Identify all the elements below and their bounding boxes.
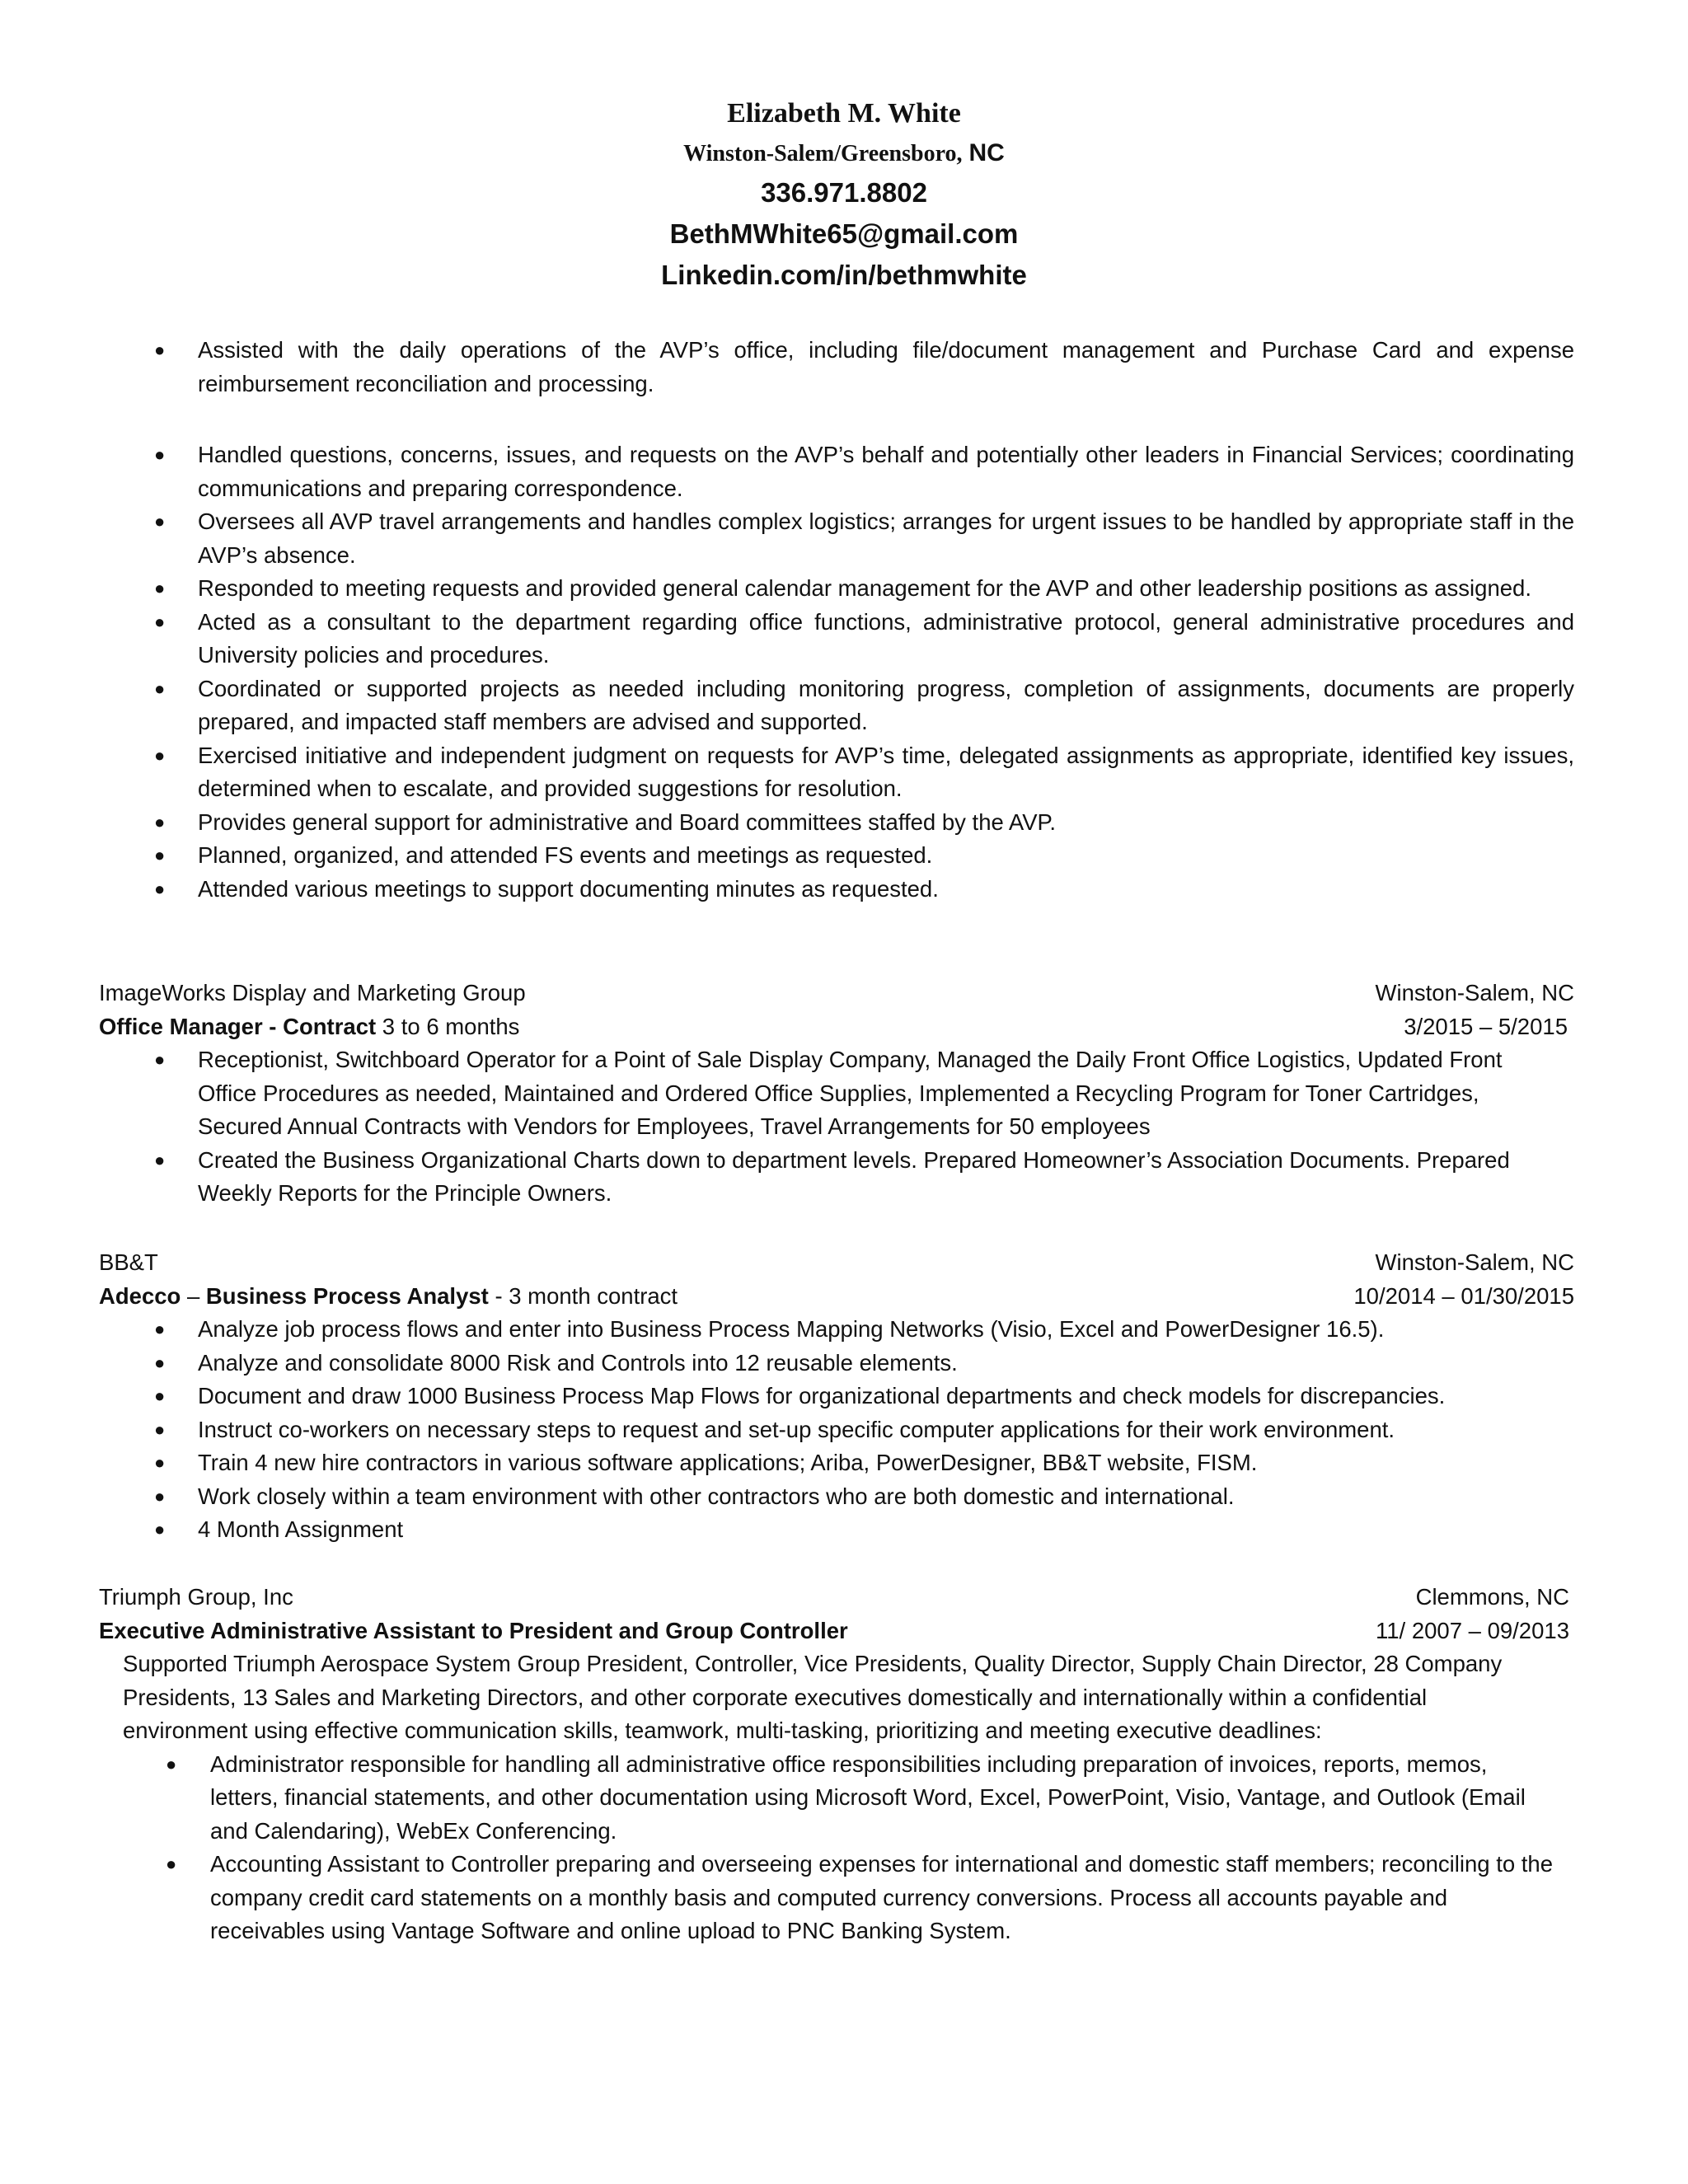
bullet-icon: ● bbox=[166, 1753, 177, 1774]
list-item: ● Work closely within a team environment with other contractors who are both domestic and international. bbox=[99, 1480, 1574, 1514]
company-name: ImageWorks Display and Marketing Group bbox=[99, 980, 526, 1005]
job-dates: 10/2014 – 01/30/2015 bbox=[1353, 1282, 1574, 1309]
job-dates: 3/2015 – 5/2015 bbox=[1404, 1013, 1568, 1039]
list-item: ● 4 Month Assignment bbox=[99, 1513, 1574, 1547]
list-item: ● Provides general support for administrative and Board committees staffed by the AVP. bbox=[99, 806, 1574, 840]
job-title: Office Manager - Contract 3 to 6 months bbox=[99, 1013, 520, 1039]
job-location: Winston-Salem, NC bbox=[1375, 1249, 1574, 1275]
bullet-icon: ● bbox=[154, 677, 166, 699]
job-bbt bbox=[99, 1246, 1574, 1547]
bullet-icon: ● bbox=[154, 340, 166, 360]
list-item: ● Handled questions, concerns, issues, and requests on the AVP’s behalf and potentially other leaders in Financial Services; coordinating communications and preparing correspondence. bbox=[99, 438, 1574, 505]
job-company-row bbox=[99, 1246, 1574, 1280]
linkedin-url: Linkedin.com/in/bethmwhite bbox=[661, 260, 1027, 290]
job-company-row bbox=[99, 977, 1574, 1010]
list-item: ● Document and draw 1000 Business Process Map Flows for organizational departments and check models for discrepancies. bbox=[99, 1380, 1574, 1413]
bullet-icon: ● bbox=[154, 744, 166, 766]
candidate-location bbox=[0, 135, 1688, 172]
job-company-row bbox=[99, 1581, 1569, 1615]
bullet-icon: ● bbox=[154, 1352, 166, 1373]
list-item: ● Administrator responsible for handling all administrative office responsibilities including preparation of invoices, reports, memos, letters, financial statements, and other documentation using Microsoft Word, Excel, PowerPoint, Visio, Vantage, and Outlook (Email and Calendaring), WebEx Conferencing. bbox=[99, 1748, 1558, 1849]
resume-header bbox=[0, 92, 1688, 296]
job-location: Winston-Salem, NC bbox=[1375, 980, 1574, 1005]
job-title: Executive Administrative Assistant to President and Group Controller bbox=[99, 1617, 848, 1643]
list-item: ● Created the Business Organizational Charts down to department levels. Prepared Homeowner’s Association Documents. Prepared Weekly Reports for the Principle Owners. bbox=[99, 1144, 1554, 1211]
avp-duties-block bbox=[99, 334, 1574, 906]
job-title-row bbox=[99, 1280, 1574, 1314]
job-title-row bbox=[99, 1615, 1569, 1648]
bullet-icon: ● bbox=[154, 1149, 166, 1170]
bullet-icon: ● bbox=[154, 578, 166, 598]
bullet-icon: ● bbox=[154, 1485, 166, 1507]
job-triumph bbox=[99, 1581, 1574, 1948]
job-imageworks bbox=[99, 977, 1574, 1211]
list-item: ● Acted as a consultant to the department regarding office functions, administrative protocol, general administrative procedures and University policies and procedures. bbox=[99, 606, 1574, 673]
list-item: ● Analyze and consolidate 8000 Risk and Controls into 12 reusable elements. bbox=[99, 1347, 1574, 1380]
company-name: BB&T bbox=[99, 1249, 158, 1275]
list-item: ● Train 4 new hire contractors in various software applications; Ariba, PowerDesigner, BB&T website, FISM. bbox=[99, 1446, 1574, 1480]
list-item: ● Receptionist, Switchboard Operator for a Point of Sale Display Company, Managed the Daily Front Office Logistics, Updated Front Office Procedures as needed, Maintained and Ordered Office Supplies, Implemented a Recycling Program for Toner Cartridges, Secured Annual Contracts with Vendors for Employees, Travel Arrangements for 50 employees bbox=[99, 1043, 1554, 1144]
list-item: ● Oversees all AVP travel arrangements and handles complex logistics; arranges for urgent issues to be handled by appropriate staff in the AVP’s absence. bbox=[99, 505, 1574, 572]
job-title-row bbox=[99, 1010, 1574, 1044]
bullet-icon: ● bbox=[166, 1854, 177, 1874]
job-summary: Supported Triumph Aerospace System Group President, Controller, Vice Presidents, Quality Director, Supply Chain Director, 28 Company Presidents, 13 Sales and Marketing Directors, and other corporate executives domestically and internationally within a confidential environment using effective communication skills, teamwork, multi-tasking, prioritizing and meeting executive deadlines: bbox=[123, 1651, 1503, 1743]
bullet-icon: ● bbox=[154, 1385, 166, 1406]
phone-number: 336.971.8802 bbox=[761, 177, 927, 208]
state-text: NC bbox=[968, 139, 1005, 166]
city-text: Winston-Salem/Greensboro, bbox=[683, 141, 963, 166]
bullet-icon: ● bbox=[154, 611, 166, 632]
bullet-icon: ● bbox=[154, 845, 166, 865]
email-address: BethMWhite65@gmail.com bbox=[669, 218, 1019, 249]
list-item: ● Assisted with the daily operations of the AVP’s office, including file/document management and Purchase Card and expense reimbursement reconciliation and processing. bbox=[99, 334, 1574, 401]
bullet-icon: ● bbox=[154, 1519, 166, 1540]
list-item: ● Planned, organized, and attended FS events and meetings as requested. bbox=[99, 839, 1574, 873]
list-item: ● Attended various meetings to support documenting minutes as requested. bbox=[99, 873, 1574, 907]
bullet-icon: ● bbox=[154, 811, 166, 832]
list-item: ● Coordinated or supported projects as needed including monitoring progress, completion of assignments, documents are properly prepared, and impacted staff members are advised and supported. bbox=[99, 673, 1574, 739]
bullet-icon: ● bbox=[154, 1452, 166, 1473]
bullet-icon: ● bbox=[154, 1418, 166, 1440]
job-location: Clemmons, NC bbox=[1415, 1584, 1569, 1610]
company-name: Triumph Group, Inc bbox=[99, 1584, 293, 1610]
list-item: ● Analyze job process flows and enter into Business Process Mapping Networks (Visio, Excel and PowerDesigner 16.5). bbox=[99, 1313, 1574, 1347]
job-dates: 11/ 2007 – 09/2013 bbox=[1376, 1617, 1569, 1643]
list-item: ● Exercised initiative and independent judgment on requests for AVP’s time, delegated assignments as appropriate, identified key issues, determined when to escalate, and provided suggestions for resolution. bbox=[99, 739, 1574, 806]
bullet-icon: ● bbox=[154, 444, 166, 465]
job-title: Adecco – Business Process Analyst - 3 month contract bbox=[99, 1282, 678, 1309]
list-item: ● Accounting Assistant to Controller preparing and overseeing expenses for international and domestic staff members; reconciling to the company credit card statements on a monthly basis and computed currency conversions. Process all accounts payable and receivables using Vantage Software and online upload to PNC Banking System. bbox=[99, 1848, 1558, 1948]
bullet-icon: ● bbox=[154, 1049, 166, 1070]
bullet-icon: ● bbox=[154, 511, 166, 532]
bullet-icon: ● bbox=[154, 878, 166, 899]
list-item: ● Instruct co-workers on necessary steps to request and set-up specific computer applications for their work environment. bbox=[99, 1413, 1574, 1447]
list-item: ● Responded to meeting requests and provided general calendar management for the AVP and other leadership positions as assigned. bbox=[99, 572, 1574, 606]
bullet-icon: ● bbox=[154, 1319, 166, 1339]
candidate-name: Elizabeth M. White bbox=[727, 98, 961, 129]
